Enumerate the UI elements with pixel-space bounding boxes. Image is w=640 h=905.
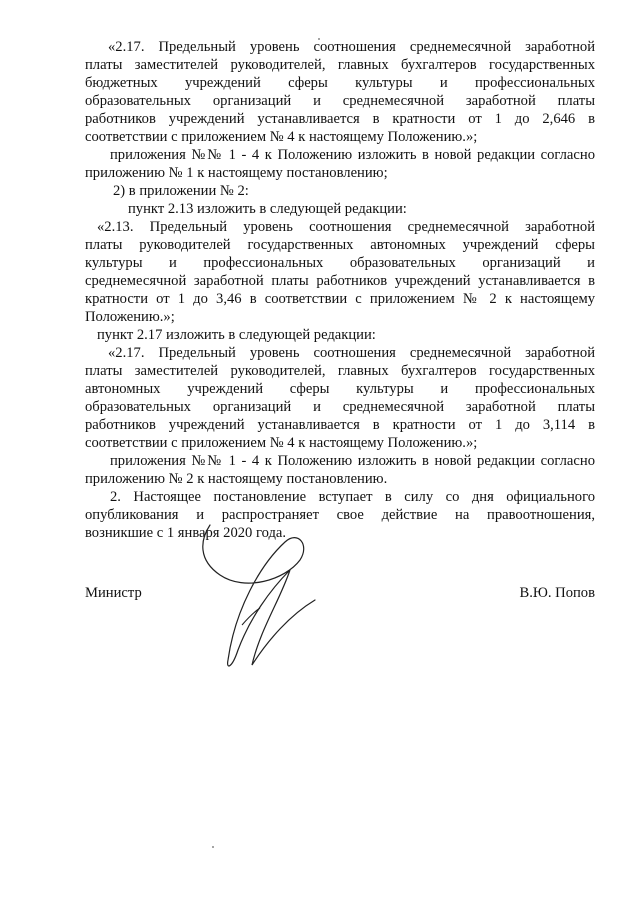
signatory-title: Министр <box>85 585 142 601</box>
document-line: работников учреждений устанавливается в кратности от 1 до 3,114 в <box>85 417 595 433</box>
document-line: платы руководителей государственных автономных учреждений сферы <box>85 237 595 253</box>
document-line: соответствии с приложением № 4 к настоящему Положению.»; <box>85 435 478 451</box>
document-line: платы заместителей руководителей, главных бухгалтеров государственных <box>85 57 595 73</box>
document-line: опубликования и распространяет свое действие на правоотношения, <box>85 507 595 523</box>
document-line: «2.17. Предельный уровень соотношения среднемесячной заработной <box>108 345 595 361</box>
document-line: работников учреждений устанавливается в кратности от 1 до 2,646 в <box>85 111 595 127</box>
document-line: «2.13. Предельный уровень соотношения среднемесячной заработной <box>97 219 595 235</box>
document-line: пункт 2.13 изложить в следующей редакции: <box>128 201 407 217</box>
scan-dot <box>212 846 214 848</box>
document-line: приложения №№ 1 - 4 к Положению изложить в новой редакции согласно <box>110 453 595 469</box>
document-line: 2) в приложении № 2: <box>113 183 249 199</box>
document-line: образовательных организаций и среднемесячной заработной платы <box>85 399 595 415</box>
document-line: Положению.»; <box>85 309 175 325</box>
document-line: платы заместителей руководителей, главных бухгалтеров государственных <box>85 363 595 379</box>
document-line: соответствии с приложением № 4 к настоящему Положению.»; <box>85 129 478 145</box>
document-line: 2. Настоящее постановление вступает в силу со дня официального <box>110 489 595 505</box>
document-line: приложению № 1 к настоящему постановлению; <box>85 165 388 181</box>
document-line: приложения №№ 1 - 4 к Положению изложить в новой редакции согласно <box>110 147 595 163</box>
handwritten-signature <box>190 500 340 680</box>
document-line: автономных учреждений сферы культуры и профессиональных <box>85 381 595 397</box>
document-line: кратности от 1 до 3,46 в соответствии с приложением № 2 к настоящему <box>85 291 595 307</box>
document-line: культуры и профессиональных образовательных организаций и <box>85 255 595 271</box>
document-line: среднемесячной заработной платы работников учреждений устанавливается в <box>85 273 595 289</box>
document-line: образовательных организаций и среднемесячной заработной платы <box>85 93 595 109</box>
document-line: «2.17. Предельный уровень соотношения среднемесячной заработной <box>108 39 595 55</box>
document-line: пункт 2.17 изложить в следующей редакции: <box>97 327 376 343</box>
document-line: бюджетных учреждений сферы культуры и профессиональных <box>85 75 595 91</box>
document-line: приложению № 2 к настоящему постановлению. <box>85 471 388 487</box>
document-line: возникшие с 1 января 2020 года. <box>85 525 287 541</box>
signatory-name: В.Ю. Попов <box>519 585 595 601</box>
